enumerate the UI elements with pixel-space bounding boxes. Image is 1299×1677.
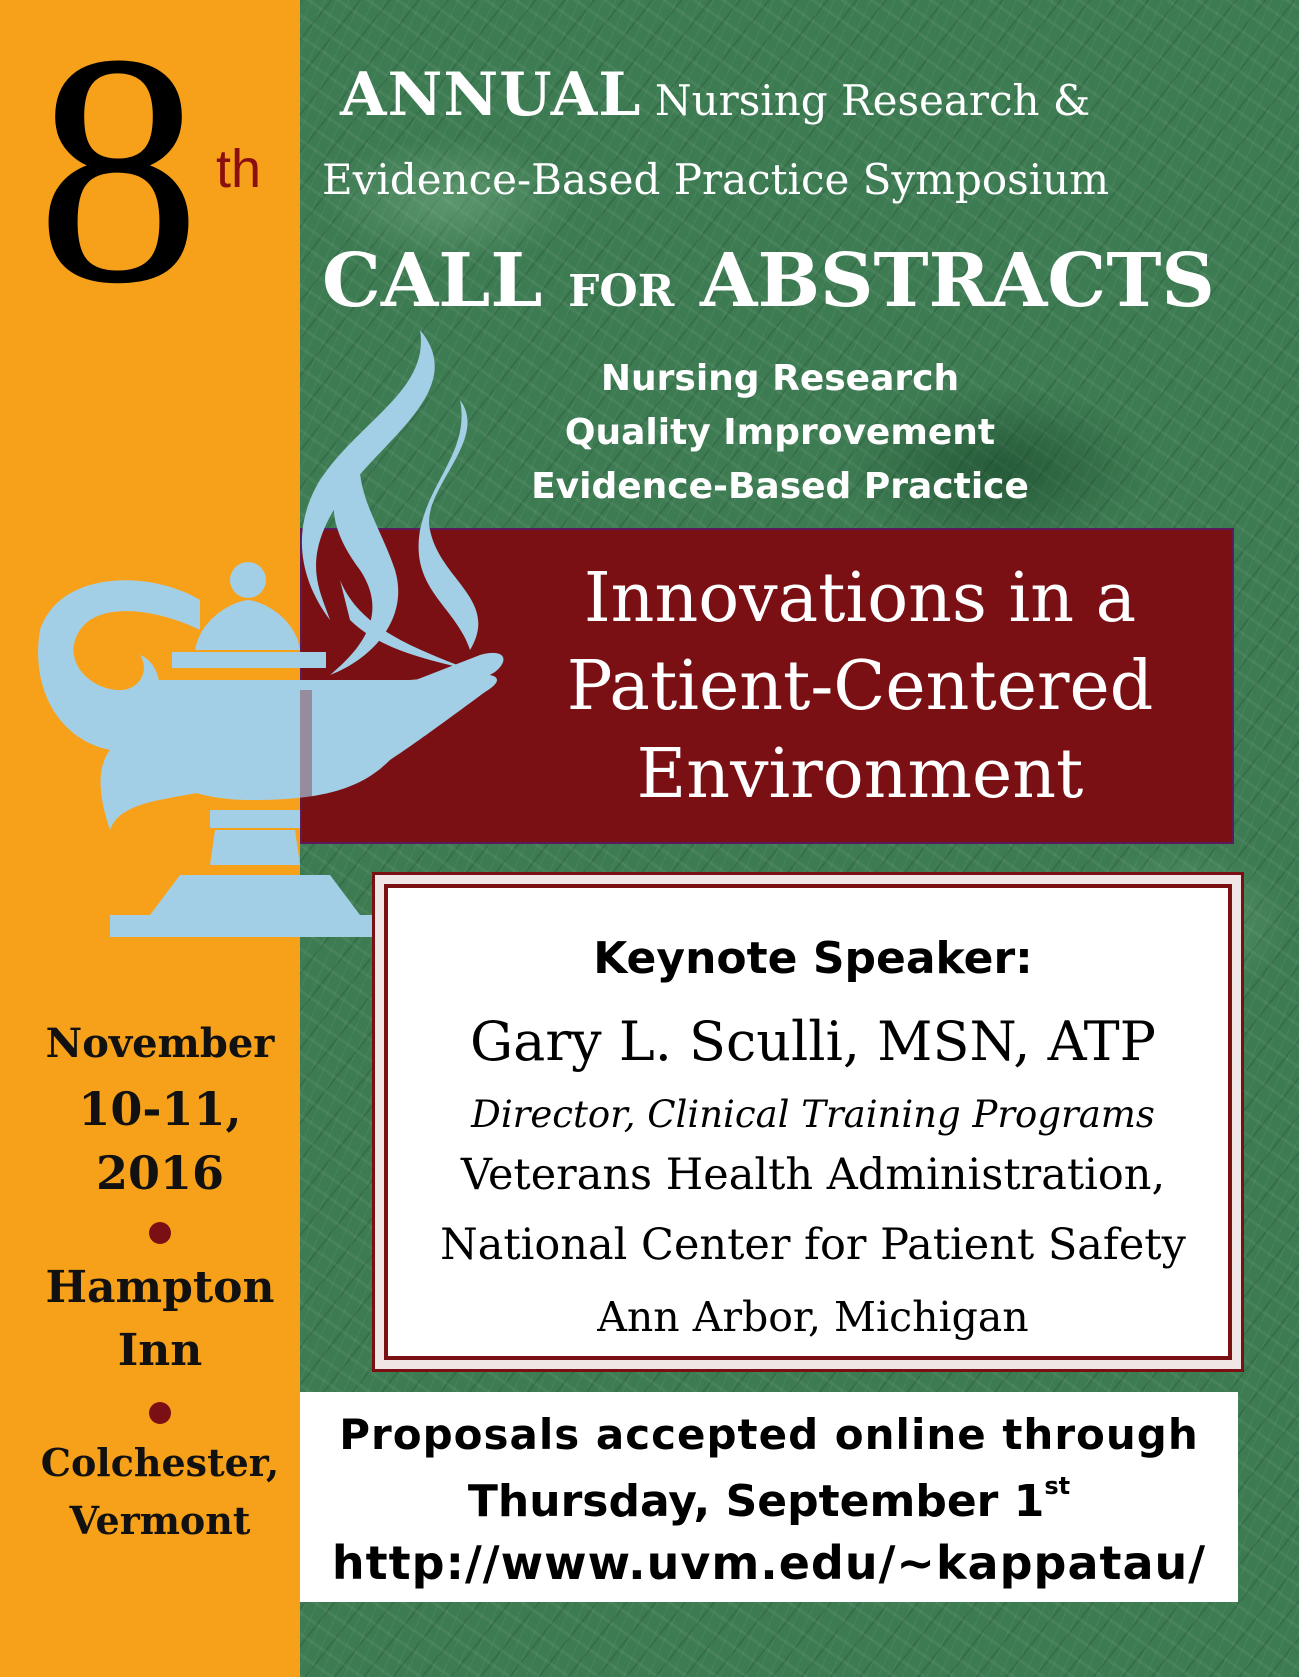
theme-line: Innovations in a: [583, 559, 1137, 638]
deadline-intro: Proposals accepted online through: [339, 1410, 1199, 1459]
event-year: 2016: [95, 1146, 225, 1200]
symposium-title-line2: Evidence-Based Practice Symposium: [322, 155, 1110, 204]
category-item: Evidence-Based Practice: [531, 466, 1029, 507]
event-state: Vermont: [69, 1498, 251, 1543]
abstracts-word: ABSTRACTS: [700, 238, 1215, 324]
keynote-inner-frame: [384, 884, 1232, 1360]
submission-url-link[interactable]: http://www.uvm.edu/~kappatau/: [331, 1536, 1207, 1590]
keynote-label: Keynote Speaker:: [593, 933, 1033, 984]
deadline-date-suffix: st: [1044, 1472, 1071, 1500]
theme-title: [500, 555, 1220, 819]
theme-line: Patient-Centered: [566, 647, 1154, 726]
keynote-organization-line2: National Center for Patient Safety: [440, 1220, 1186, 1270]
keynote-box: [372, 872, 1244, 1372]
call-for-abstracts-heading: [322, 238, 1215, 324]
event-venue-line2: Inn: [117, 1325, 203, 1376]
title-line1-rest: Nursing Research &: [654, 76, 1091, 125]
edition-suffix: th: [216, 139, 262, 199]
category-item: Nursing Research: [600, 358, 960, 399]
annual-word: ANNUAL: [340, 60, 642, 130]
event-days: 10-11,: [78, 1082, 242, 1136]
symposium-title-line1: [330, 60, 1200, 130]
deadline-date-text: Thursday, September 1: [467, 1476, 1045, 1527]
deadline-date: [300, 1472, 1238, 1527]
bullet-dot: [149, 1402, 171, 1424]
keynote-speaker-name: Gary L. Sculli, MSN, ATP: [470, 1010, 1156, 1073]
theme-line: Environment: [636, 735, 1084, 814]
bullet-dot: [149, 1222, 171, 1244]
keynote-speaker-title: Director, Clinical Training Programs: [471, 1093, 1155, 1136]
category-item: Quality Improvement: [564, 412, 996, 453]
keynote-location: Ann Arbor, Michigan: [597, 1293, 1029, 1341]
call-word: CALL: [322, 238, 543, 324]
event-city: Colchester,: [40, 1440, 280, 1485]
event-month: November: [45, 1020, 275, 1067]
keynote-organization-line1: Veterans Health Administration,: [460, 1150, 1166, 1200]
for-word: FOR: [568, 266, 675, 317]
event-venue-line1: Hampton: [45, 1262, 275, 1313]
submission-deadline-box: [300, 1392, 1238, 1602]
edition-number: 8: [36, 0, 201, 352]
